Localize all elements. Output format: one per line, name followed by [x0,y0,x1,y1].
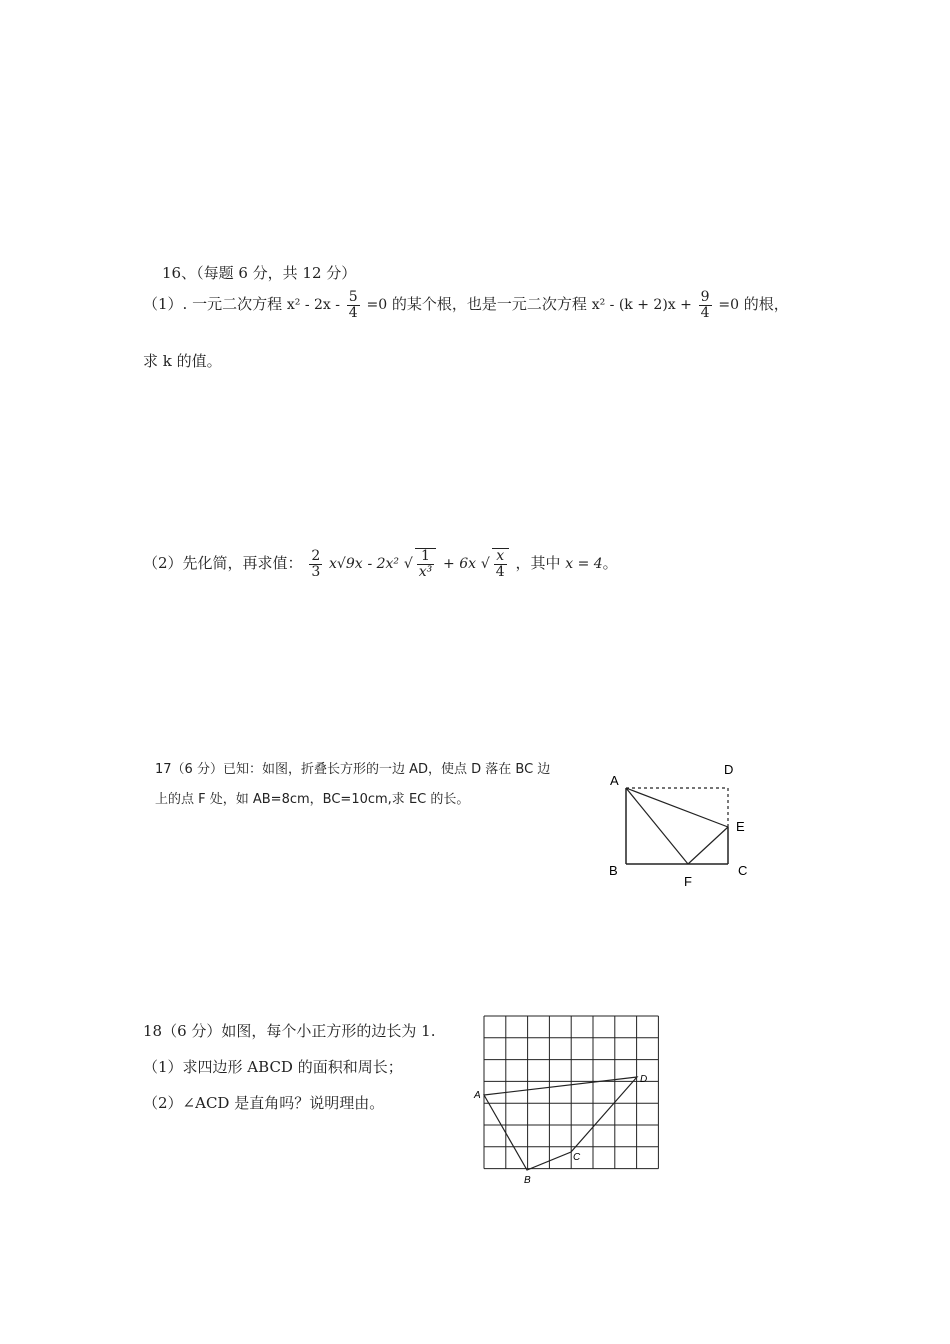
sqrt-sign-1: √ [403,556,413,572]
q16-part1-line1 [143,290,789,320]
q18-line1: 18（6 分）如图，每个小正方形的边长为 1. [143,1022,436,1040]
q18-label-a: A [474,1090,481,1101]
q18-line3: （2）∠ACD 是直角吗？说明理由。 [143,1094,385,1112]
q16-part1-line2: 求 k 的值。 [143,352,222,370]
expr-frac3-den: 4 [495,564,505,580]
eq1-fraction [347,290,360,320]
q16-part2-prefix: （2）先化简，再求值： [143,554,303,572]
expr-frac2-den: x³ [418,564,433,580]
q17-figure [600,755,770,890]
eq2-lhs: x² - (k + 2)x + [591,297,692,314]
expr-term1: x√9x [329,556,363,572]
eq1-frac-num: 5 [348,289,358,305]
eq2-frac-num: 9 [700,289,710,305]
expr-frac2 [415,548,437,579]
expr-minus: - 2x² [367,556,400,572]
q17-label-d: D [724,762,734,777]
q17-label-a: A [610,773,619,788]
q17-label-b: B [609,863,618,878]
expr-frac3-num: x [496,548,505,565]
expr-frac2-num: 1 [421,548,430,565]
expr-frac1 [309,549,322,579]
q16-part1-mid: 的某个根，也是一元二次方程 [391,295,587,314]
eq2-rhs: =0 [718,297,739,314]
q16-header: 16、（每题 6 分，共 12 分） [162,264,357,282]
eq2-fraction [699,290,712,320]
expr-frac1-den: 3 [311,563,321,580]
q17-label-e: E [736,819,745,834]
q17-line2: 上的点 F 处，如 AB=8cm，BC=10cm,求 EC 的长。 [155,792,470,807]
q18-grid-figure [470,1010,670,1190]
q18-label-c: C [573,1152,581,1163]
eq1-lhs: x² - 2x - [286,297,340,314]
q16-part2-mid: ，其中 [515,554,561,572]
q16-part2-value: x = 4 [565,556,603,572]
q16-part1-suffix: 的根， [743,295,789,314]
q17-fold-fe [688,827,728,864]
q18-label-d: D [640,1074,648,1085]
q18-label-b: B [524,1175,531,1186]
eq1-rhs: =0 [366,297,388,314]
q18-quadrilateral-abcd [484,1077,637,1170]
sqrt-sign-2: √ [480,556,490,572]
q16-part1-prefix: （1）. 一元二次方程 [143,295,283,314]
q16-part2-end: 。 [602,554,618,572]
q17-label-f: F [684,874,692,889]
eq2-frac-den: 4 [700,304,710,321]
expr-frac3 [492,548,509,579]
q16-part2 [143,548,618,580]
eq1-frac-den: 4 [348,304,358,321]
expr-frac1-num: 2 [311,547,321,564]
q17-line1: 17（6 分）已知：如图，折叠长方形的一边 AD，使点 D 落在 BC 边 [155,762,551,777]
q17-label-c: C [738,863,748,878]
expr-plus: + 6x [443,556,477,572]
q18-line2: （1）求四边形 ABCD 的面积和周长； [143,1058,403,1076]
